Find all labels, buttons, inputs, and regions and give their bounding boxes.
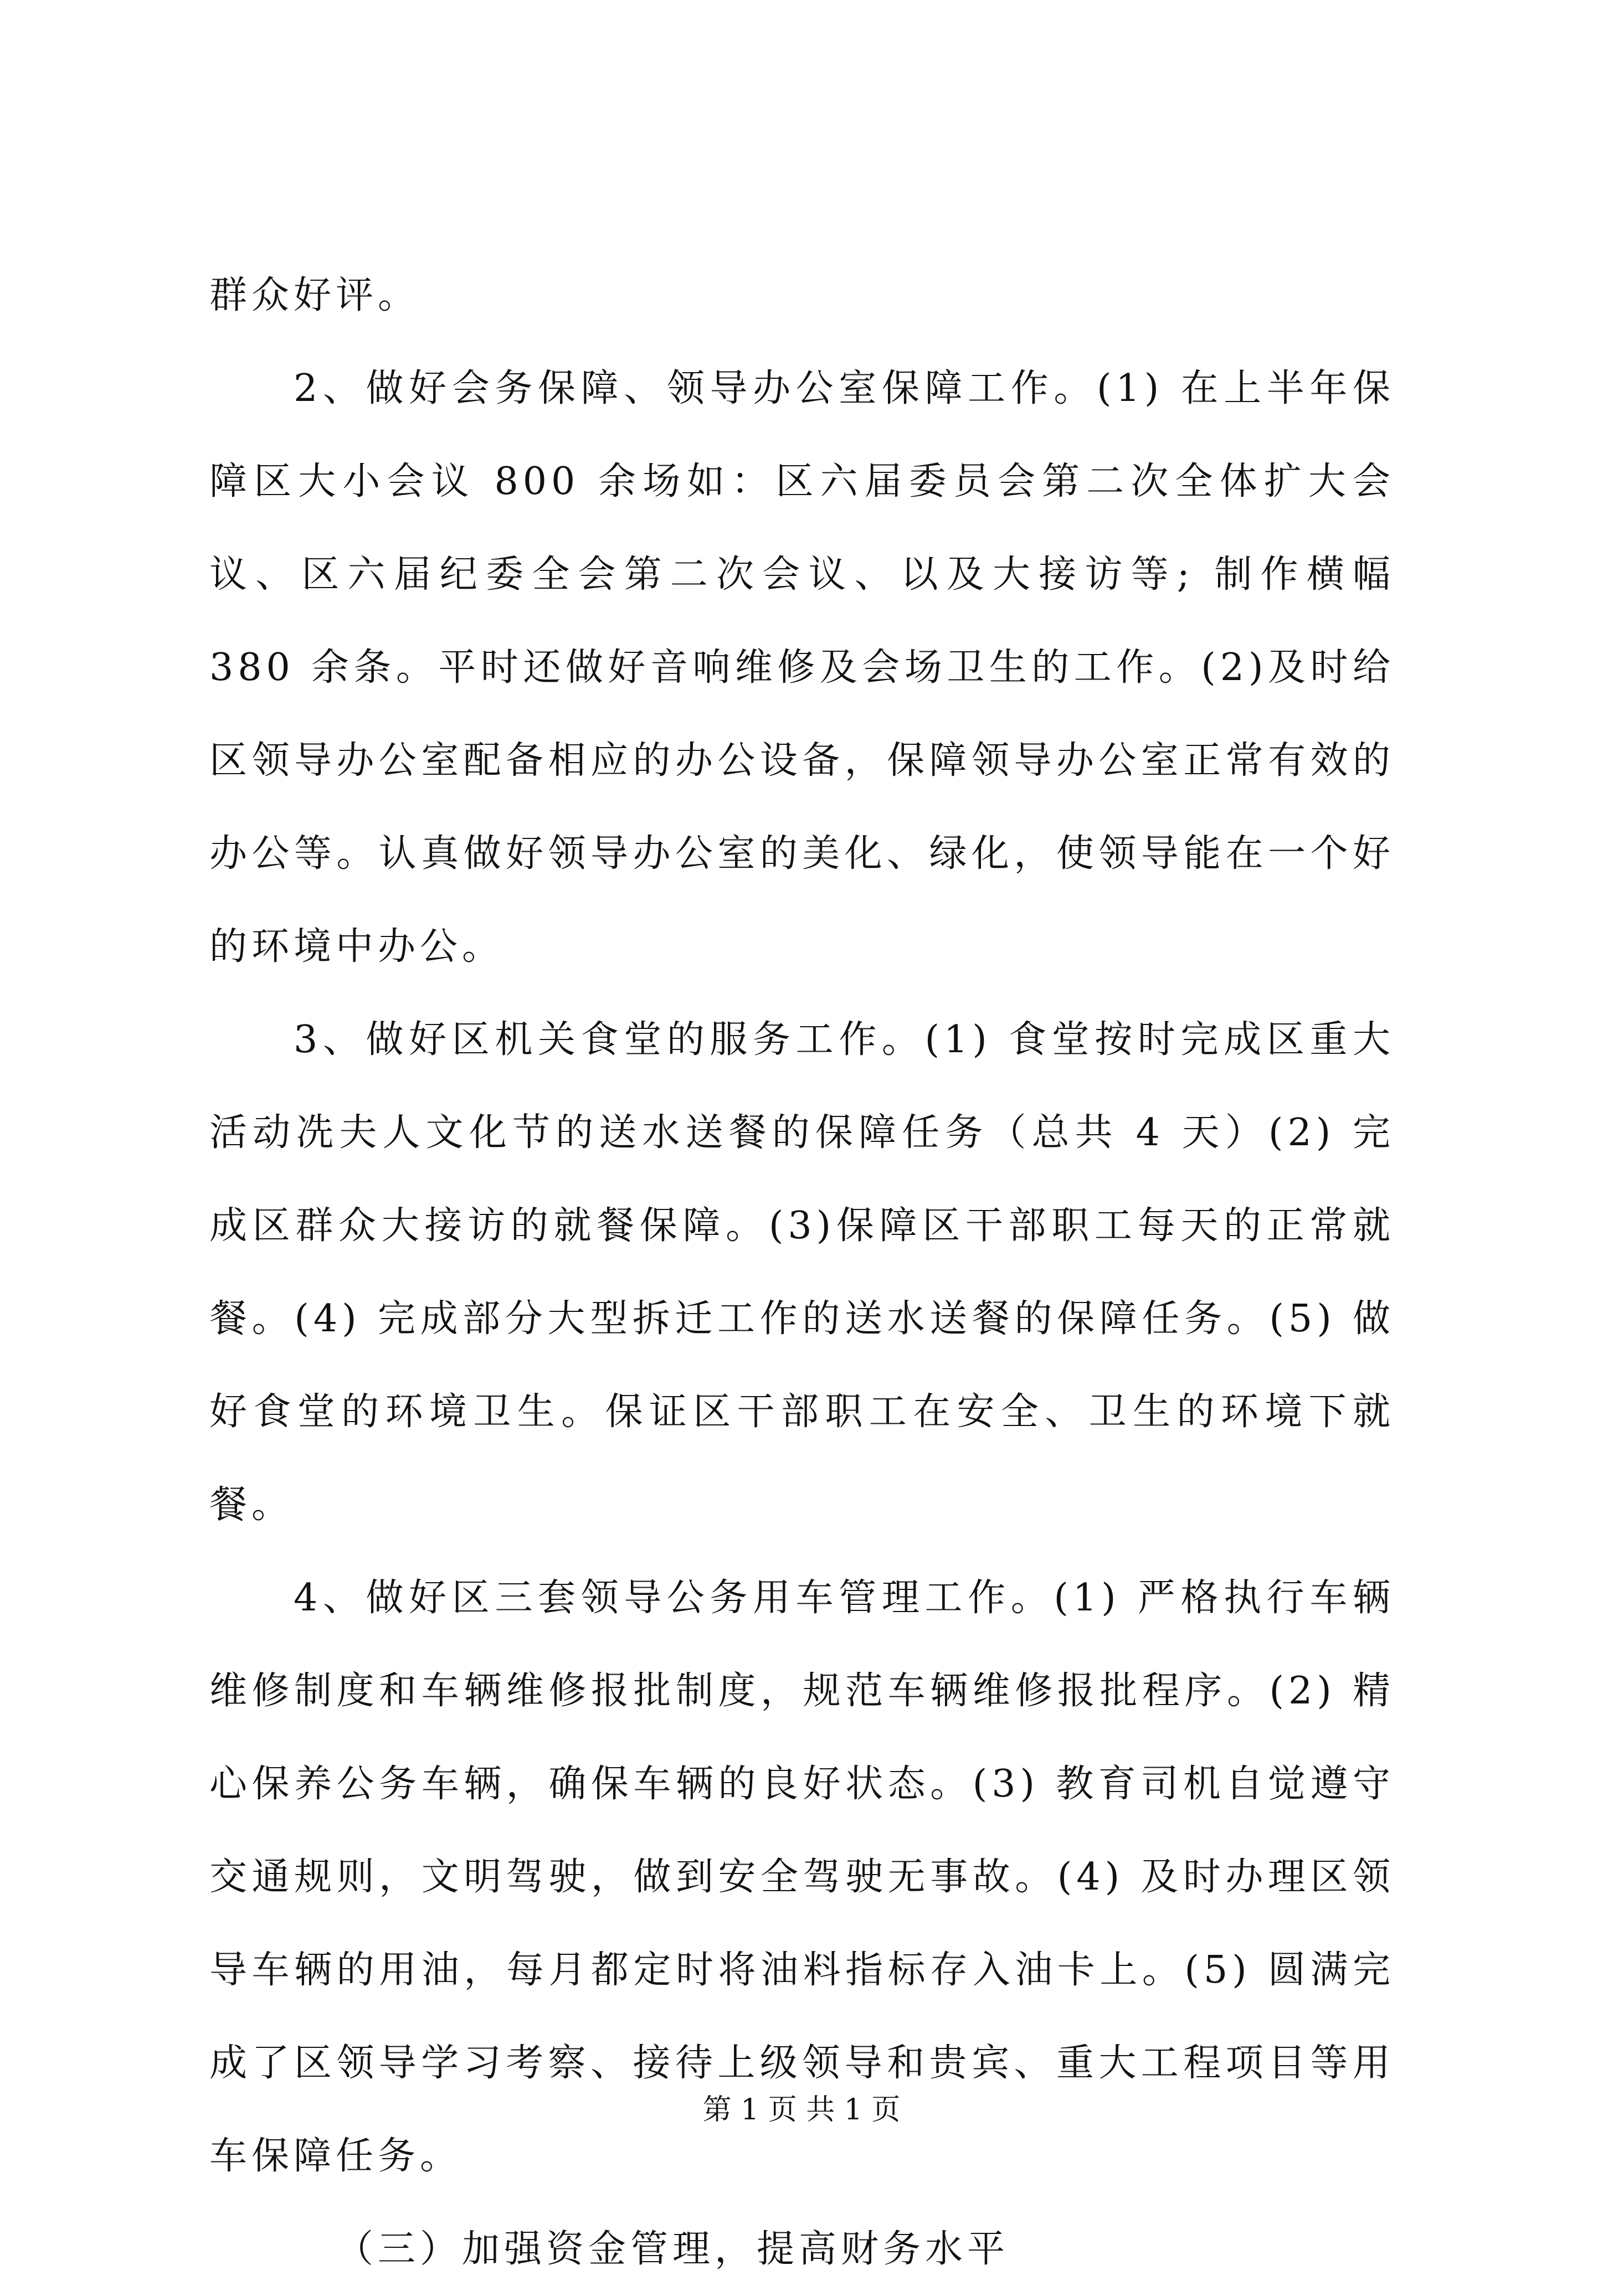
paragraph-vehicle-management: 4、做好区三套领导公务用车管理工作。(1) 严格执行车辆维修制度和车辆维修报批制度，规范车辆维修报批程序。(2) 精心保养公务车辆，确保车辆的良好状态。(3) 教育司机自觉遵守交通规则，文明驾驶，做到安全驾驶无事故。(4) 及时办理区领导车辆的用油，每月都定时将油料指标存入油卡上。(5) 圆满完成了区领导学习考察、接待上级领导和贵宾、重大工程项目等用车保障任务。: [209, 1576, 1395, 2178]
page-footer: 第 1 页 共 1 页: [702, 2093, 901, 2127]
document-body: [209, 249, 1395, 2296]
paragraph-meeting-support: 2、做好会务保障、领导办公室保障工作。(1) 在上半年保障区大小会议 800 余场如：区六届委员会第二次全体扩大会议、区六届纪委全会第二次会议、以及大接访等; 制作横幅 380 余条。平时还做好音响维修及会场卫生的工作。(2)及时给区领导办公室配备相应的办公设备，保障领导办公室正常有效的办公等。认真做好领导办公室的美化、绿化，使领导能在一个好的环境中办公。: [209, 367, 1395, 969]
paragraph-continuation: 群众好评。: [209, 274, 420, 317]
section-heading: （三）加强资金管理，提高财务水平: [336, 2227, 1010, 2271]
paragraph-canteen-service: 3、做好区机关食堂的服务工作。(1) 食堂按时完成区重大活动冼夫人文化节的送水送餐的保障任务（总共 4 天）(2) 完成区群众大接访的就餐保障。(3)保障区干部职工每天的正常就餐。(4) 完成部分大型拆迁工作的送水送餐的保障任务。(5) 做好食堂的环境卫生。保证区干部职工在安全、卫生的环境下就餐。: [209, 1018, 1395, 1527]
